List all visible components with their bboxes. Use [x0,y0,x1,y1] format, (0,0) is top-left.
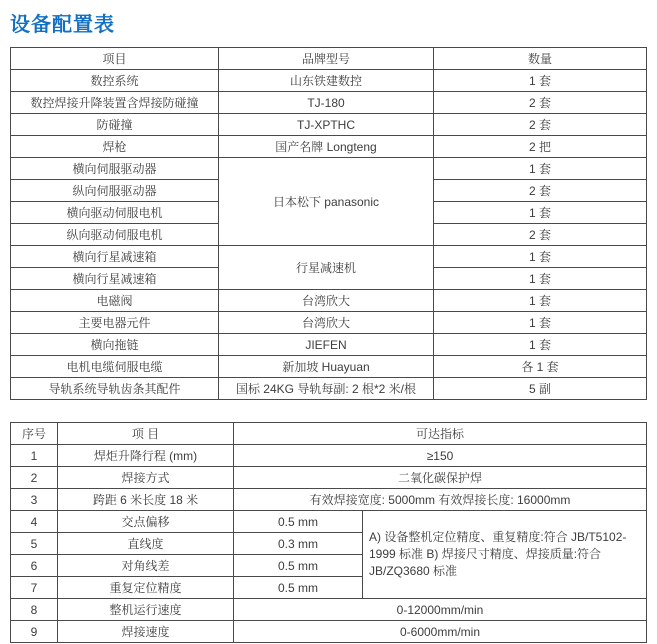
page-title: 设备配置表 [10,14,115,36]
table-header-row [11,423,647,445]
no-cell: 8 [11,599,58,621]
value-cell: 0.5 mm [234,511,363,533]
brand-cell: TJ-180 [219,92,434,114]
table-row [11,445,647,467]
header-brand: 品牌型号 [219,48,434,70]
no-cell: 6 [11,555,58,577]
value-cell: 0.5 mm [234,577,363,599]
brand-cell: 国标 24KG 导轨每副: 2 根*2 米/根 [219,378,434,400]
item-cell: 防碰撞 [11,114,219,136]
qty-cell: 1 套 [434,202,647,224]
item-cell: 电机电缆伺服电缆 [11,356,219,378]
item-cell: 电磁阀 [11,290,219,312]
item-cell: 焊炬升降行程 (mm) [58,445,234,467]
table-row [11,92,647,114]
brand-cell-merged: 行星减速机 [219,246,434,290]
table-row [11,136,647,158]
qty-cell: 1 套 [434,312,647,334]
item-cell: 重复定位精度 [58,577,234,599]
header-indicator: 可达指标 [234,423,647,445]
no-cell: 2 [11,467,58,489]
item-cell: 对角线差 [58,555,234,577]
header-item: 项目 [11,48,219,70]
item-cell: 横向驱动伺服电机 [11,202,219,224]
qty-cell: 2 套 [434,180,647,202]
header-qty: 数量 [434,48,647,70]
table-row [11,114,647,136]
indicator-cell: 0-12000mm/min [234,599,647,621]
item-cell: 数控系统 [11,70,219,92]
brand-cell: 台湾欣大 [219,290,434,312]
indicator-cell: 0-6000mm/min [234,621,647,643]
value-cell: 0.5 mm [234,555,363,577]
qty-cell: 5 副 [434,378,647,400]
table-row [11,158,647,180]
qty-cell: 各 1 套 [434,356,647,378]
no-cell: 5 [11,533,58,555]
table-row [11,599,647,621]
value-cell: 0.3 mm [234,533,363,555]
table-row [11,467,647,489]
item-cell: 横向伺服驱动器 [11,158,219,180]
item-cell: 导轨系统导轨齿条其配件 [11,378,219,400]
qty-cell: 2 套 [434,92,647,114]
brand-cell: 国产名牌 Longteng [219,136,434,158]
indicator-cell: ≥150 [234,445,647,467]
qty-cell: 2 把 [434,136,647,158]
item-cell: 焊接速度 [58,621,234,643]
table-row [11,511,647,533]
item-cell: 主要电器元件 [11,312,219,334]
item-cell: 交点偏移 [58,511,234,533]
table-header-row [11,48,647,70]
no-cell: 7 [11,577,58,599]
brand-cell: 新加坡 Huayuan [219,356,434,378]
item-cell: 纵向驱动伺服电机 [11,224,219,246]
qty-cell: 1 套 [434,158,647,180]
item-cell: 直线度 [58,533,234,555]
indicator-cell: 有效焊接宽度: 5000mm 有效焊接长度: 16000mm [234,489,647,511]
table-row [11,290,647,312]
item-cell: 横向行星减速箱 [11,246,219,268]
qty-cell: 1 套 [434,70,647,92]
brand-cell: 台湾欣大 [219,312,434,334]
indicator-cell: 二氧化碳保护焊 [234,467,647,489]
qty-cell: 1 套 [434,290,647,312]
item-cell: 整机运行速度 [58,599,234,621]
table-row [11,356,647,378]
qty-cell: 1 套 [434,334,647,356]
standards-note-cell: A) 设备整机定位精度、重复精度:符合 JB/T5102-1999 标准 B) 焊接尺寸精度、焊接质量:符合 JB/ZQ3680 标准 [363,511,647,599]
qty-cell: 2 套 [434,114,647,136]
table-row [11,246,647,268]
item-cell: 横向拖链 [11,334,219,356]
header-no: 序号 [11,423,58,445]
table-row [11,334,647,356]
table-row [11,489,647,511]
brand-cell: JIEFEN [219,334,434,356]
no-cell: 4 [11,511,58,533]
item-cell: 数控焊接升降装置含焊接防碰撞 [11,92,219,114]
table-row [11,312,647,334]
table-row [11,621,647,643]
item-cell: 纵向伺服驱动器 [11,180,219,202]
qty-cell: 1 套 [434,268,647,290]
item-cell: 焊接方式 [58,467,234,489]
spec-indicator-table [10,422,647,643]
no-cell: 3 [11,489,58,511]
no-cell: 9 [11,621,58,643]
table-row [11,378,647,400]
qty-cell: 1 套 [434,246,647,268]
item-cell: 焊枪 [11,136,219,158]
brand-cell-merged: 日本松下 panasonic [219,158,434,246]
item-cell: 跨距 6 米长度 18 米 [58,489,234,511]
item-cell: 横向行星减速箱 [11,268,219,290]
table-row [11,70,647,92]
brand-cell: TJ-XPTHC [219,114,434,136]
no-cell: 1 [11,445,58,467]
header-spec-item: 项 目 [58,423,234,445]
equipment-config-table [10,47,647,400]
qty-cell: 2 套 [434,224,647,246]
brand-cell: 山东铁建数控 [219,70,434,92]
